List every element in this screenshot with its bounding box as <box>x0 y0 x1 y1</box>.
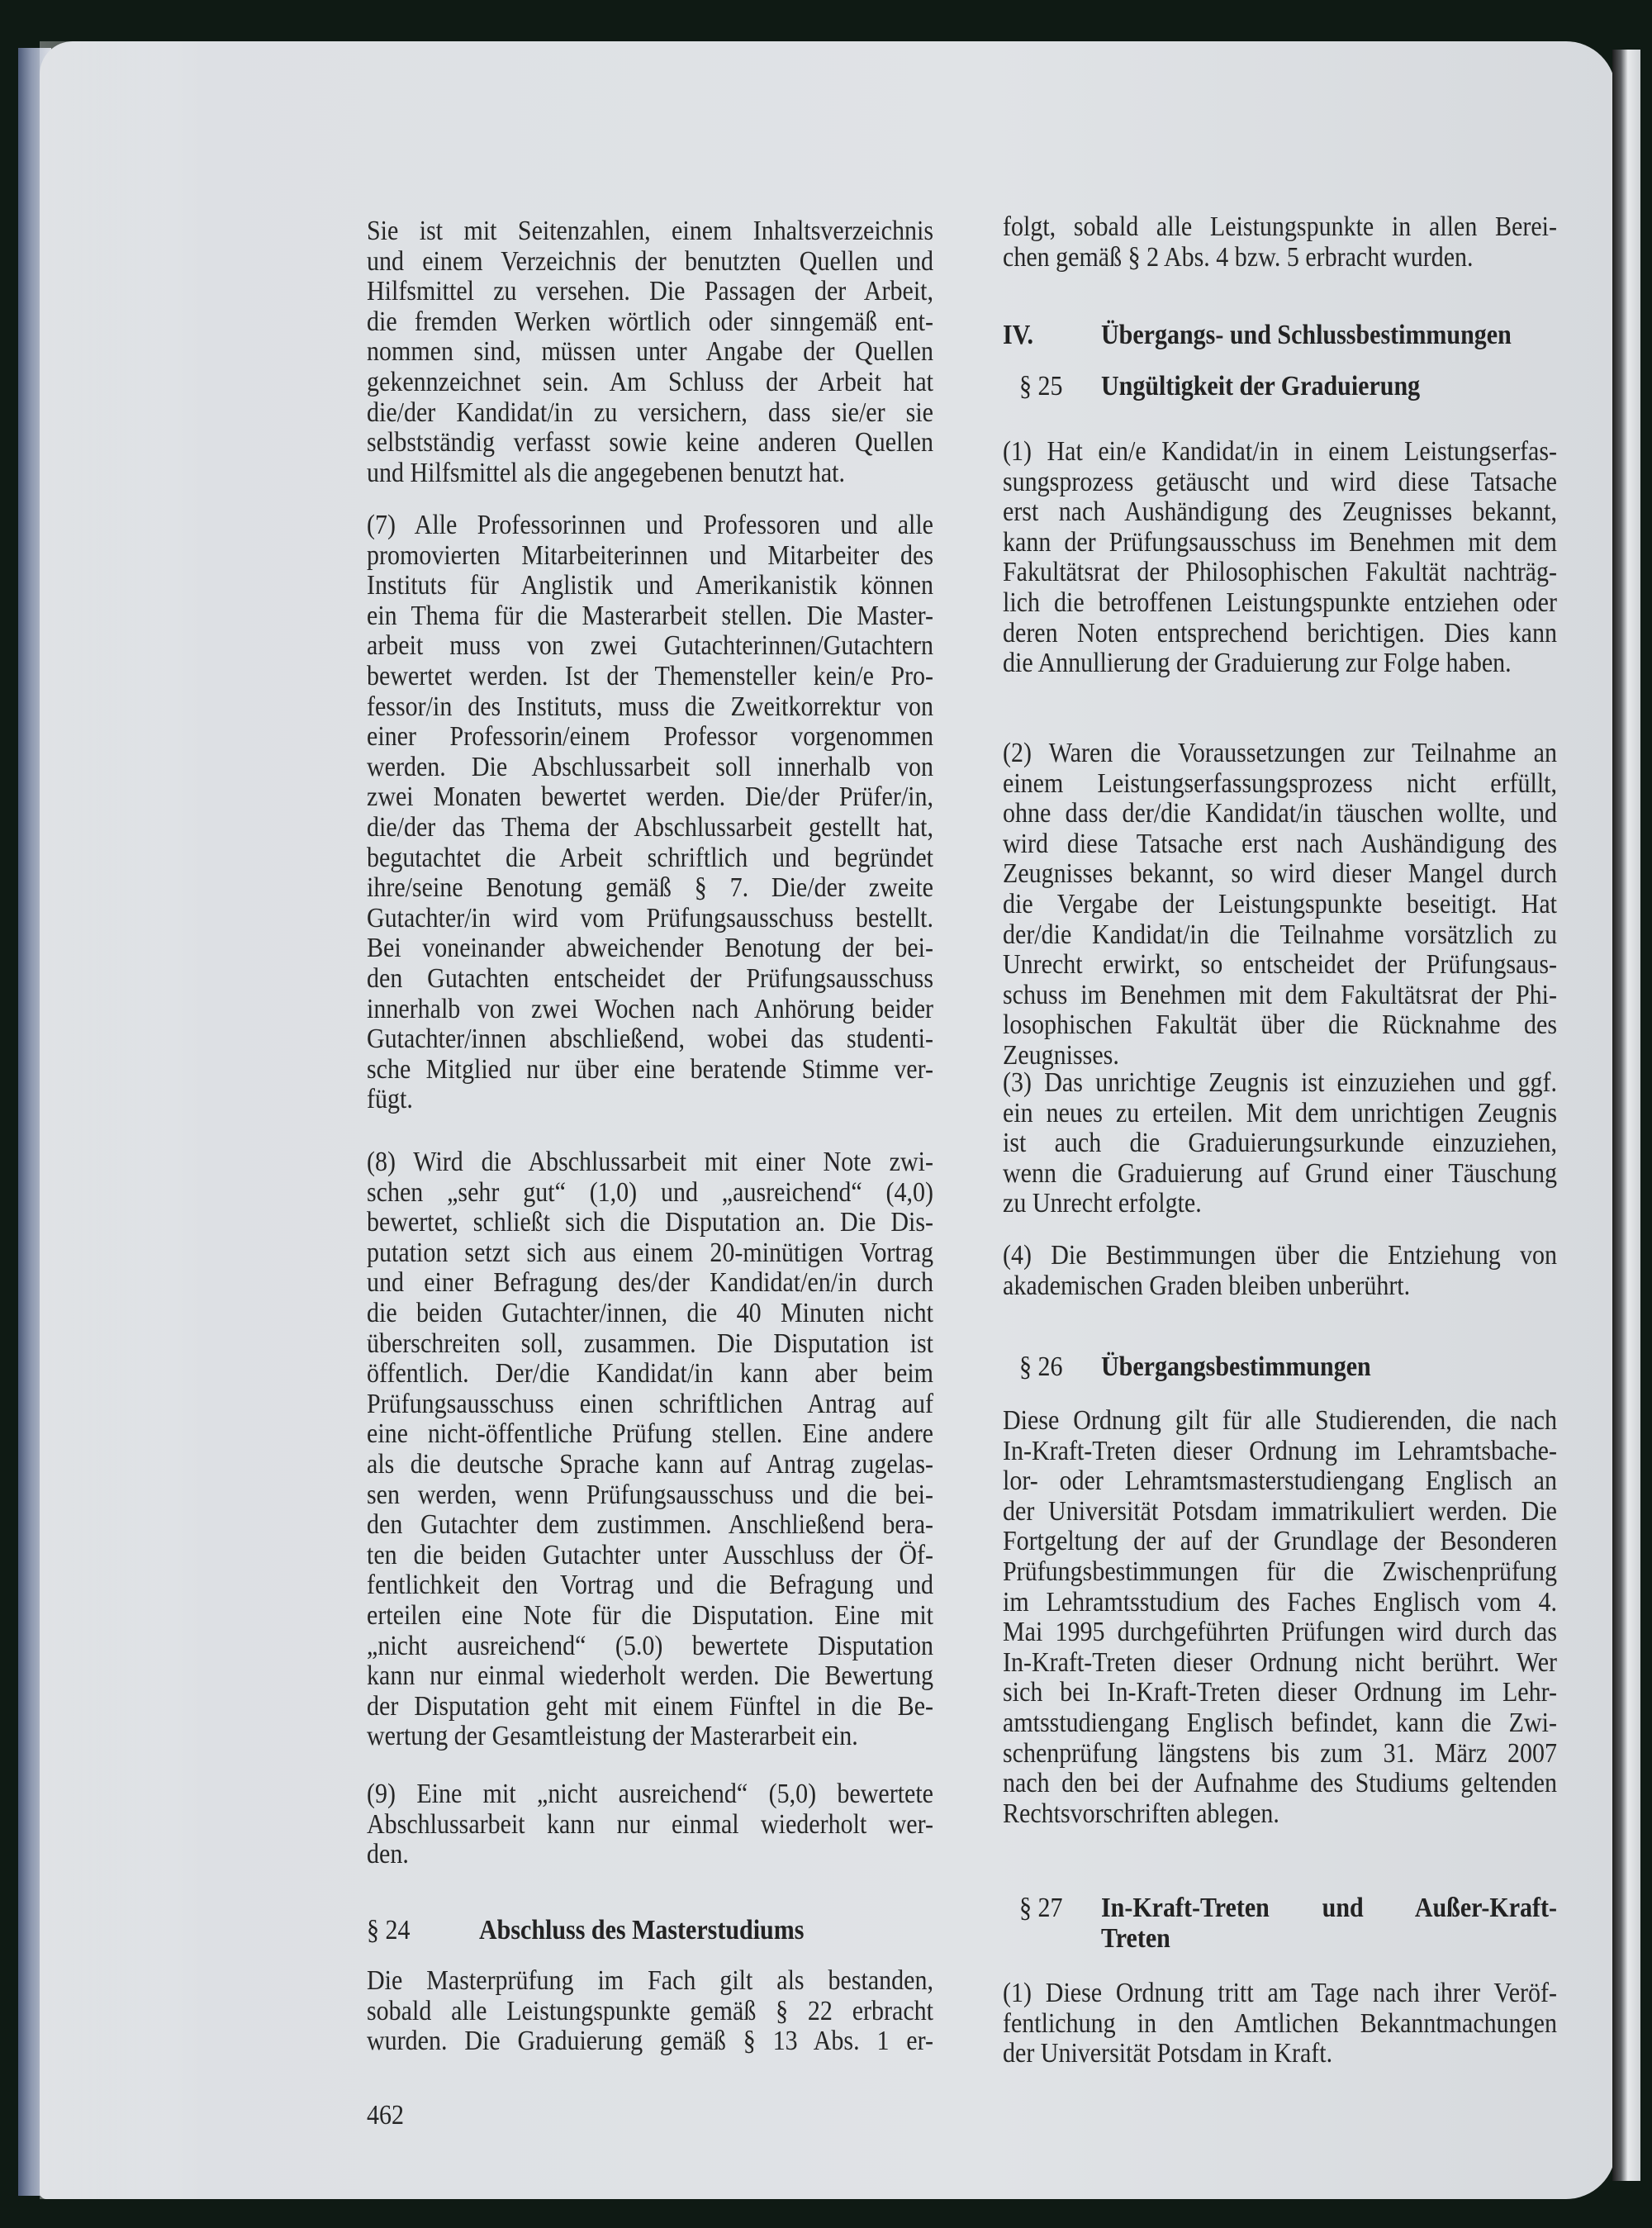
text-line: putation setzt sich aus einem 20-minütigen Vortrag <box>367 1237 933 1268</box>
text-line: den. <box>367 1839 409 1870</box>
text-line: (2) Waren die Voraussetzungen zur Teilnahme an <box>1003 737 1557 768</box>
text-line: öffentlich. Der/die Kandidat/in kann aber beim <box>367 1358 933 1390</box>
text-line: den Gutachter dem zustimmen. Anschließend bera- <box>367 1509 933 1541</box>
text-line: sich bei In-Kraft-Treten dieser Ordnung im Lehr- <box>1003 1677 1557 1708</box>
text-line: ein neues zu erteilen. Mit dem unrichtigen Zeugnis <box>1003 1097 1557 1128</box>
text-line: Diese Ordnung gilt für alle Studierenden, die nach <box>1003 1404 1557 1436</box>
text-line: Hilfsmittel zu versehen. Die Passagen der Arbeit, <box>367 276 933 307</box>
text-line: fentlichung in den Amtlichen Bekanntmachungen <box>1003 2007 1557 2039</box>
text-line: erteilen eine Note für die Disputation. Eine mit <box>367 1599 933 1631</box>
text-line: amtsstudiengang Englisch befindet, kann die Zwi- <box>1003 1707 1557 1738</box>
text-line: erst nach Aushändigung des Zeugnisses bekannt, <box>1003 496 1557 528</box>
text-line: fentlichkeit den Vortrag und die Befragung und <box>367 1570 933 1601</box>
text-line: innerhalb von zwei Wochen nach Anhörung beider <box>367 993 933 1024</box>
text-line: einer Professorin/einem Professor vorgenommen <box>367 721 933 753</box>
text-line: akademischen Graden bleiben unberührt. <box>1003 1270 1411 1301</box>
text-line: Instituts für Anglistik und Amerikanistik können <box>367 570 933 601</box>
section-heading: Übergangs- und Schlussbestimmungen <box>1101 319 1512 350</box>
text-line: die Annullierung der Graduierung zur Folge haben. <box>1003 648 1512 679</box>
text-line: arbeit muss von zwei Gutachterinnen/Gutachtern <box>367 630 933 662</box>
text-line: „nicht ausreichend“ (5.0) bewertete Disputation <box>367 1630 933 1661</box>
section-number: § 26 <box>1019 1351 1063 1382</box>
text-line: (9) Eine mit „nicht ausreichend“ (5,0) bewertete <box>367 1778 933 1809</box>
section-number: § 27 <box>1019 1892 1063 1923</box>
text-line: Unrecht erwirkt, so entscheidet der Prüfungsaus- <box>1003 949 1557 981</box>
text-line: nommen sind, müssen unter Angabe der Quellen <box>367 336 933 368</box>
text-line: fügt. <box>367 1084 413 1115</box>
section-heading: Übergangsbestimmungen <box>1101 1351 1371 1382</box>
text-line: In-Kraft-Treten dieser Ordnung nicht berührt. Wer <box>1003 1646 1557 1678</box>
text-line: fessor/in des Instituts, muss die Zweitkorrektur von <box>367 691 933 722</box>
text-line: Zeugnisses bekannt, so wird dieser Mangel durch <box>1003 858 1557 890</box>
text-line: Prüfungsausschuss einen schriftlichen Antrag auf <box>367 1388 933 1419</box>
text-line: die/der das Thema der Abschlussarbeit gestellt hat, <box>367 811 933 843</box>
text-line: die fremden Werken wörtlich oder sinngemäß ent- <box>367 306 933 337</box>
text-line: begutachtet die Arbeit schriftlich und begründet <box>367 842 933 873</box>
section-heading: In-Kraft-Treten und Außer-Kraft- <box>1101 1892 1557 1923</box>
section-heading: Abschluss des Masterstudiums <box>479 1914 805 1945</box>
text-line: die Vergabe der Leistungspunkte beseitigt. Hat <box>1003 888 1557 919</box>
text-line: ist auch die Graduierungsurkunde einzuziehen, <box>1003 1128 1557 1159</box>
text-line: nach den bei der Aufnahme des Studiums geltenden <box>1003 1768 1557 1799</box>
text-line: wird diese Tatsache erst nach Aushändigung des <box>1003 828 1557 859</box>
text-line: Prüfungsbestimmungen für die Zwischenprüfung <box>1003 1556 1557 1587</box>
text-line: der Universität Potsdam immatrikuliert werden. Die <box>1003 1495 1557 1527</box>
text-line: lor- oder Lehramtsmasterstudiengang Englisch an <box>1003 1466 1557 1497</box>
text-line: sungsprozess getäuscht und wird diese Tatsache <box>1003 466 1557 497</box>
text-line: (7) Alle Professorinnen und Professoren und alle <box>367 509 933 540</box>
page-number: 462 <box>367 2099 404 2131</box>
text-line: Die Masterprüfung im Fach gilt als bestanden, <box>367 1964 933 1996</box>
text-line: losophischen Fakultät über die Rücknahme des <box>1003 1009 1557 1041</box>
text-line: (1) Hat ein/e Kandidat/in in einem Leistungserfas- <box>1003 435 1557 467</box>
text-line: die beiden Gutachter/innen, die 40 Minuten nicht <box>367 1297 933 1328</box>
text-line: Fakultätsrat der Philosophischen Fakultät nachträg- <box>1003 557 1557 588</box>
text-line: Sie ist mit Seitenzahlen, einem Inhaltsverzeichnis <box>367 215 933 246</box>
text-line: Gutachter/innen abschließend, wobei das studenti- <box>367 1024 933 1055</box>
text-line: einem Leistungserfassungsprozess nicht erfüllt, <box>1003 767 1557 799</box>
text-line: schenprüfung längstens bis zum 31. März 2007 <box>1003 1737 1557 1769</box>
text-line: der Disputation geht mit einem Fünftel in die Be- <box>367 1690 933 1722</box>
text-line: wertung der Gesamtleistung der Masterarbeit ein. <box>367 1721 858 1752</box>
text-line: zu Unrecht erfolgte. <box>1003 1188 1202 1219</box>
text-line: wurden. Die Graduierung gemäß § 13 Abs. 1 er- <box>367 2026 933 2057</box>
text-line: selbstständig verfasst sowie keine anderen Quellen <box>367 427 933 458</box>
text-line: zwei Monaten bewertet werden. Die/der Prüfer/in, <box>367 781 933 813</box>
text-line: Fortgeltung der auf der Grundlage der Besonderen <box>1003 1526 1557 1557</box>
text-line: kann nur einmal wiederholt werden. Die Bewertung <box>367 1660 933 1692</box>
text-line: die/der Kandidat/in zu versichern, dass sie/er sie <box>367 397 933 428</box>
text-line: Gutachter/in wird vom Prüfungsausschuss bestellt. <box>367 902 933 933</box>
text-line: der Universität Potsdam in Kraft. <box>1003 2038 1333 2069</box>
text-line: und Hilfsmittel als die angegebenen benutzt hat. <box>367 457 845 488</box>
text-line: Mai 1995 durchgeführten Prüfungen wird durch das <box>1003 1617 1557 1648</box>
text-line: (1) Diese Ordnung tritt am Tage nach ihrer Veröf- <box>1003 1977 1557 2008</box>
section-number: § 24 <box>367 1914 411 1945</box>
text-line: bewertet werden. Ist der Themensteller kein/e Pro- <box>367 660 933 691</box>
text-line: chen gemäß § 2 Abs. 4 bzw. 5 erbracht wurden. <box>1003 241 1474 273</box>
section-number: IV. <box>1003 319 1033 350</box>
text-line: folgt, sobald alle Leistungspunkte in allen Berei- <box>1003 211 1557 242</box>
text-line: wenn die Graduierung auf Grund einer Täuschung <box>1003 1157 1557 1189</box>
text-line: Abschlussarbeit kann nur einmal wiederholt wer- <box>367 1808 933 1840</box>
text-line: den Gutachten entscheidet der Prüfungsausschuss <box>367 962 933 994</box>
text-line: der/die Kandidat/in die Teilnahme vorsätzlich zu <box>1003 919 1557 950</box>
text-line: sche Mitglied nur über eine beratende Stimme ver- <box>367 1053 933 1085</box>
text-line: deren Noten entsprechend berichtigen. Dies kann <box>1003 617 1557 648</box>
next-page-edge <box>1612 50 1640 2181</box>
text-line: als die deutsche Sprache kann auf Antrag zugelas- <box>367 1448 933 1480</box>
text-line: und einem Verzeichnis der benutzten Quellen und <box>367 245 933 277</box>
text-line: überschreiten soll, zusammen. Die Disputation ist <box>367 1328 933 1359</box>
text-line: schuss im Benehmen mit dem Fakultätsrat der Phi- <box>1003 979 1557 1010</box>
text-line: gekennzeichnet sein. Am Schluss der Arbeit hat <box>367 366 933 397</box>
text-line: eine nicht-öffentliche Prüfung stellen. Eine andere <box>367 1418 933 1450</box>
section-number: § 25 <box>1019 370 1063 401</box>
text-line: schen „sehr gut“ (1,0) und „ausreichend“ (4,0) <box>367 1176 933 1208</box>
section-heading: Treten <box>1101 1922 1170 1954</box>
text-line: bewertet, schließt sich die Disputation an. Die Dis- <box>367 1207 933 1238</box>
section-heading: Ungültigkeit der Graduierung <box>1101 370 1421 401</box>
text-line: und einer Befragung des/der Kandidat/en/in durch <box>367 1267 933 1299</box>
text-line: Rechtsvorschriften ablegen. <box>1003 1798 1279 1829</box>
text-line: Zeugnisses. <box>1003 1039 1119 1071</box>
text-line: (4) Die Bestimmungen über die Entziehung von <box>1003 1239 1557 1271</box>
text-line: im Lehramtsstudium des Faches Englisch vom 4. <box>1003 1586 1557 1618</box>
text-line: promovierten Mitarbeiterinnen und Mitarbeiter des <box>367 539 933 571</box>
text-line: sen werden, wenn Prüfungsausschuss und die bei- <box>367 1479 933 1510</box>
text-line: ohne dass der/die Kandidat/in täuschen wollte, und <box>1003 798 1557 829</box>
text-line: Bei voneinander abweichender Benotung der bei- <box>367 933 933 964</box>
text-line: (8) Wird die Abschlussarbeit mit einer Note zwi- <box>367 1146 933 1177</box>
text-line: sobald alle Leistungspunkte gemäß § 22 erbracht <box>367 1995 933 2026</box>
text-line: werden. Die Abschlussarbeit soll innerhalb von <box>367 751 933 782</box>
text-line: (3) Das unrichtige Zeugnis ist einzuziehen und ggf. <box>1003 1066 1557 1098</box>
text-line: lich die betroffenen Leistungspunkte entziehen oder <box>1003 587 1557 618</box>
text-line: ihre/seine Benotung gemäß § 7. Die/der zweite <box>367 872 933 904</box>
page-gutter-shading <box>40 41 205 2199</box>
text-line: In-Kraft-Treten dieser Ordnung im Lehramtsbache- <box>1003 1435 1557 1466</box>
text-line: ten die beiden Gutachter unter Ausschluss der Öf- <box>367 1539 933 1570</box>
text-line: ein Thema für die Masterarbeit stellen. Die Master- <box>367 600 933 631</box>
text-line: kann der Prüfungsausschuss im Benehmen mit dem <box>1003 526 1557 558</box>
